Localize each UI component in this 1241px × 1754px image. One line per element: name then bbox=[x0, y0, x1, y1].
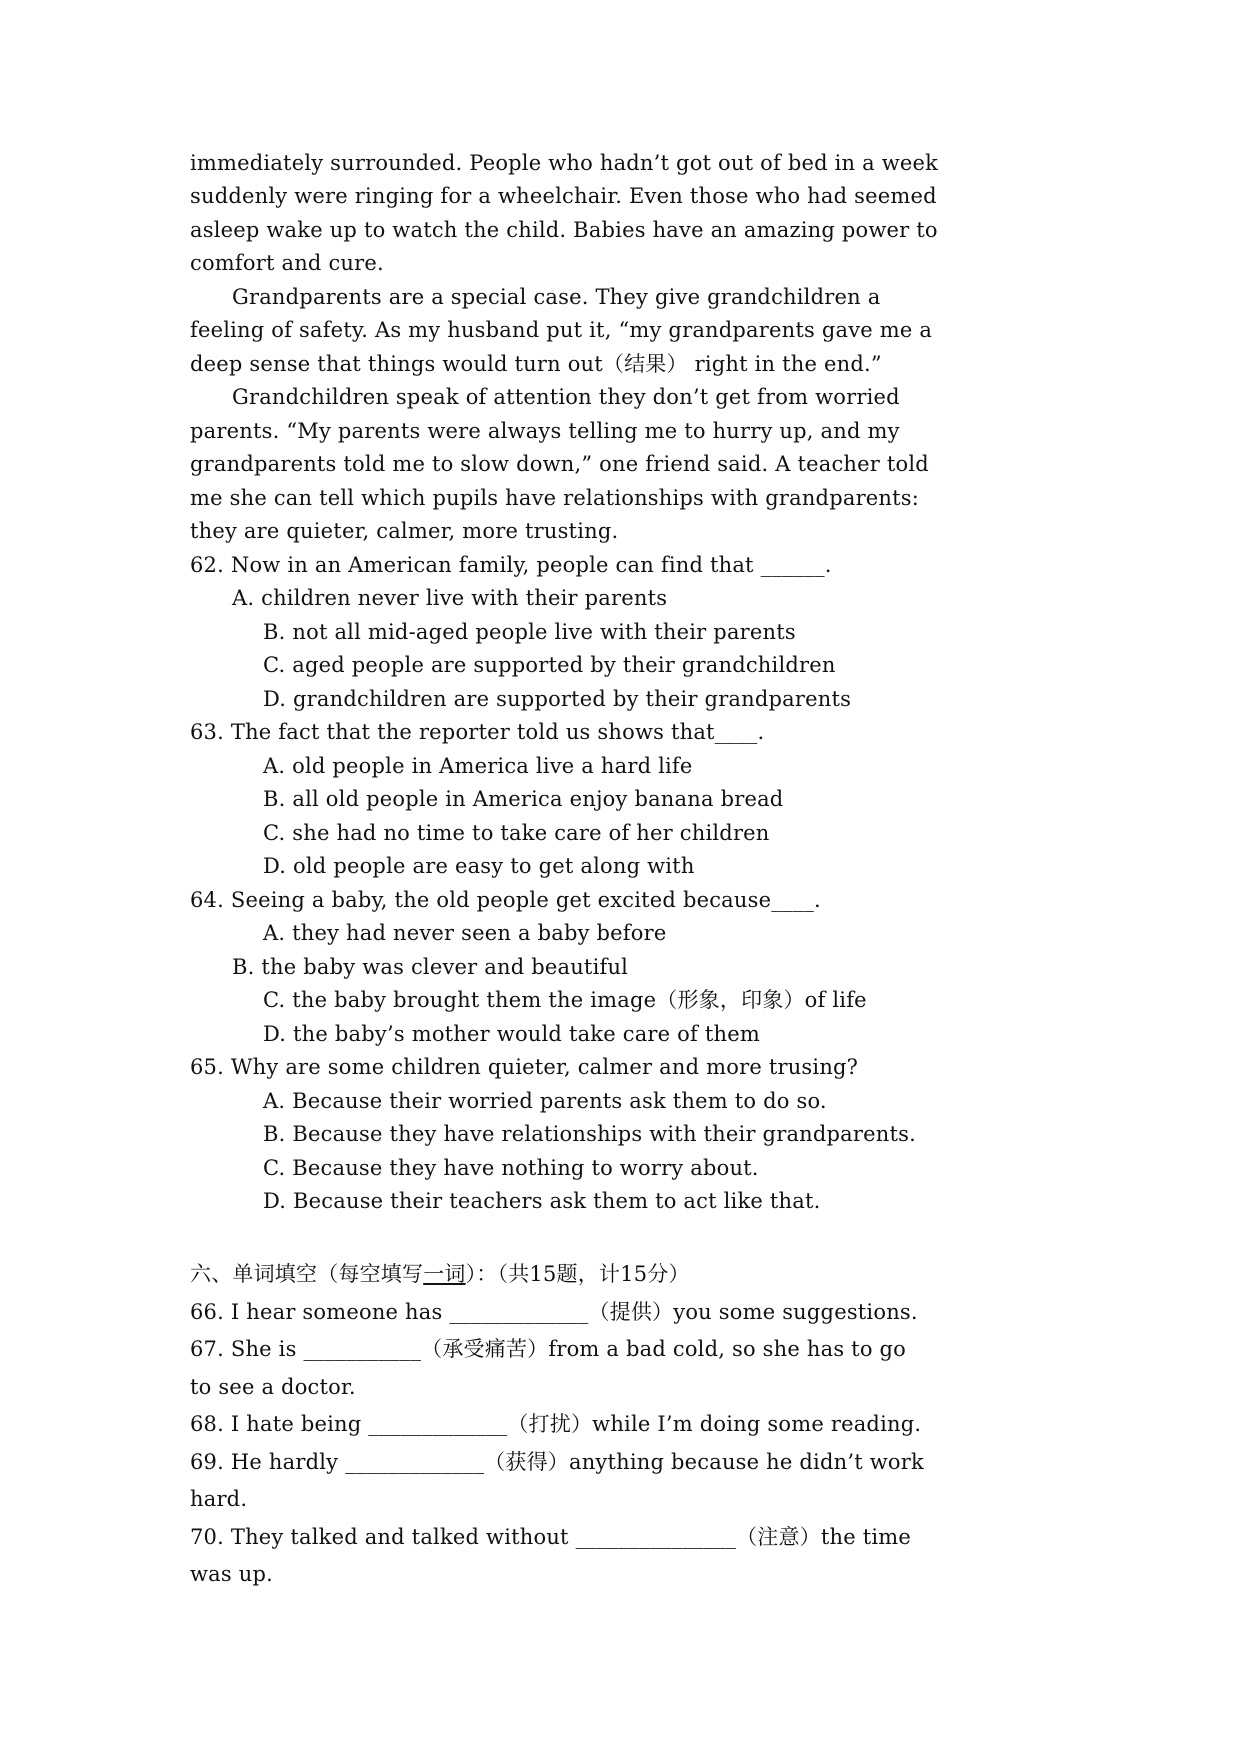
question-63-option-b: B. all old people in America enjoy banana bread bbox=[263, 787, 784, 811]
question-64-stem: 64. Seeing a baby, the old people get excited because____. bbox=[190, 888, 821, 912]
fill-item-70: 70. They talked and talked without _______________（注意）the time bbox=[190, 1525, 912, 1549]
question-65-option-d: D. Because their teachers ask them to act like that. bbox=[263, 1189, 821, 1213]
question-65-stem: 65. Why are some children quieter, calmer and more trusing? bbox=[190, 1055, 859, 1079]
question-62-stem: 62. Now in an American family, people can find that ______. bbox=[190, 553, 832, 577]
section-6-heading-post: ）：（共15题，计15分） bbox=[465, 1262, 690, 1286]
passage-line: suddenly were ringing for a wheelchair. Even those who had seemed bbox=[190, 184, 937, 208]
passage-line: asleep wake up to watch the child. Babies have an amazing power to bbox=[190, 218, 938, 242]
section-6-heading-underlined: 一词 bbox=[423, 1262, 466, 1286]
passage-line: comfort and cure. bbox=[190, 251, 384, 275]
passage-line: parents. “My parents were always telling me to hurry up, and my bbox=[190, 419, 900, 443]
passage-line: they are quieter, calmer, more trusting. bbox=[190, 519, 619, 543]
question-62-option-d: D. grandchildren are supported by their grandparents bbox=[263, 687, 852, 711]
passage-line: feeling of safety. As my husband put it, “my grandparents gave me a bbox=[190, 318, 933, 342]
question-63-option-a: A. old people in America live a hard life bbox=[263, 754, 693, 778]
passage-line: Grandchildren speak of attention they don’t get from worried bbox=[232, 385, 900, 409]
question-64-option-a: A. they had never seen a baby before bbox=[263, 921, 667, 945]
passage-line: me she can tell which pupils have relationships with grandparents: bbox=[190, 486, 920, 510]
question-64-option-d: D. the baby’s mother would take care of them bbox=[263, 1022, 760, 1046]
question-62-option-a: A. children never live with their parents bbox=[232, 586, 668, 610]
question-63-stem: 63. The fact that the reporter told us shows that____. bbox=[190, 720, 765, 744]
fill-item-69-cont: hard. bbox=[190, 1487, 248, 1511]
question-63-option-d: D. old people are easy to get along with bbox=[263, 854, 695, 878]
passage-line: deep sense that things would turn out（结果） right in the end.” bbox=[190, 352, 882, 376]
question-64-option-b: B. the baby was clever and beautiful bbox=[232, 955, 629, 979]
fill-item-70-cont: was up. bbox=[190, 1562, 273, 1586]
passage-line: Grandparents are a special case. They give grandchildren a bbox=[232, 285, 881, 309]
question-65-option-b: B. Because they have relationships with their grandparents. bbox=[263, 1122, 916, 1146]
section-6-heading bbox=[190, 1260, 690, 1288]
section-6-heading-pre: 六、单词填空（每空填写 bbox=[190, 1262, 424, 1286]
fill-item-67: 67. She is ___________（承受痛苦）from a bad cold, so she has to go bbox=[190, 1337, 907, 1361]
question-62-option-c: C. aged people are supported by their grandchildren bbox=[263, 653, 836, 677]
question-65-option-a: A. Because their worried parents ask them to do so. bbox=[263, 1089, 827, 1113]
question-63-option-c: C. she had no time to take care of her children bbox=[263, 821, 770, 845]
passage-line: immediately surrounded. People who hadn’t got out of bed in a week bbox=[190, 151, 939, 175]
fill-item-67-cont: to see a doctor. bbox=[190, 1375, 356, 1399]
question-62-option-b: B. not all mid-aged people live with their parents bbox=[263, 620, 796, 644]
passage-line: grandparents told me to slow down,” one friend said. A teacher told bbox=[190, 452, 929, 476]
fill-item-68: 68. I hate being _____________（打扰）while I’m doing some reading. bbox=[190, 1412, 922, 1436]
question-64-option-c: C. the baby brought them the image（形象，印象）of life bbox=[263, 988, 867, 1012]
fill-item-69: 69. He hardly _____________（获得）anything because he didn’t work bbox=[190, 1450, 924, 1474]
question-65-option-c: C. Because they have nothing to worry about. bbox=[263, 1156, 759, 1180]
fill-item-66: 66. I hear someone has _____________（提供）you some suggestions. bbox=[190, 1300, 918, 1324]
